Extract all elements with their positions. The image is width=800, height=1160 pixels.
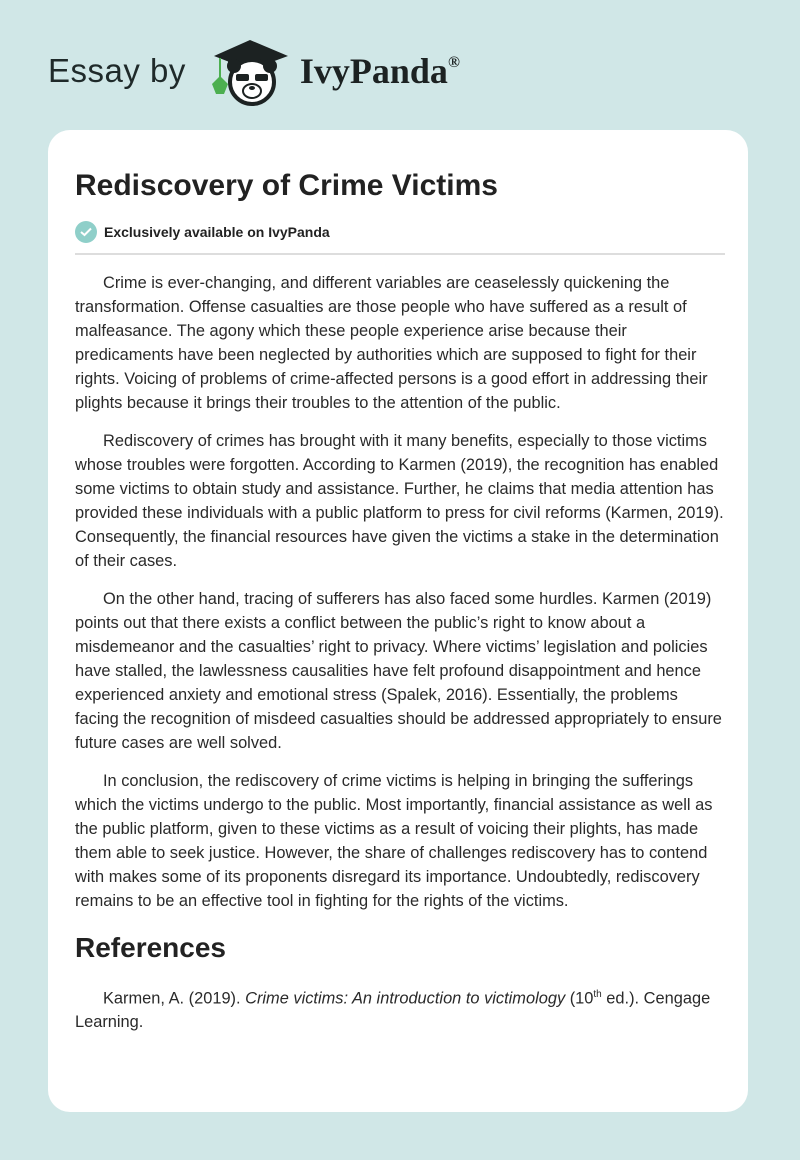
panda-logo-icon — [208, 36, 292, 106]
paragraph: On the other hand, tracing of sufferers has also faced some hurdles. Karmen (2019) points out that there exists a conflict between the public’s right to know about a misdemeanor and the casualties’ right to privacy. Where victims’ legislation and policies have stalled, the lawlessness causalities have felt profound disappointment and hence experienced anxiety and emotional stress (Spalek, 2016). Essentially, the problems facing the recognition of misdeed casualties should be addressed appropriately to ensure future cases are well solved. — [75, 590, 722, 752]
site-header — [48, 36, 460, 106]
paragraph: In conclusion, the rediscovery of crime victims is helping in bringing the sufferings which the victims undergo to the public. Most importantly, financial assistance as well as the public platform, given to these victims as a result of voicing their plights, has made them able to seek justice. However, the share of challenges rediscovery has to contend with makes some of its proponents disregard its importance. Undoubtedly, rediscovery remains to be an effective tool in fighting for the rights of the victims. — [75, 772, 713, 910]
ivypanda-logo[interactable] — [208, 36, 460, 106]
essay-card — [48, 130, 748, 1112]
exclusive-badge — [75, 221, 725, 243]
page-title: Rediscovery of Crime Victims — [75, 169, 498, 202]
essay-by-label: Essay by — [48, 52, 186, 89]
reference-item: Karmen, A. (2019). Crime victims: An introduction to victimology (10th ed.). Cengage Learning. — [75, 989, 711, 1032]
brand-name: IvyPanda® — [299, 51, 460, 91]
divider — [75, 253, 725, 255]
paragraph: Crime is ever-changing, and different variables are ceaselessly quickening the transformation. Offense casualties are those people who have suffered as a result of malfeasance. The agony which these people experience arise because their predicaments have been neglected by authorities which are supposed to fight for their rights. Voicing of problems of crime-affected persons is a good effort in addressing their plights because it brings their troubles to the attention of the public. — [75, 274, 708, 412]
references-heading: References — [75, 932, 226, 963]
essay-body — [75, 271, 725, 913]
badge-label: Exclusively available on IvyPanda — [104, 224, 330, 240]
paragraph: Rediscovery of crimes has brought with it many benefits, especially to those victims whose troubles were forgotten. According to Karmen (2019), the recognition has enabled some victims to obtain study and assistance. Further, he claims that media attention has provided these individuals with a public platform to press for civil reforms (Karmen, 2019). Consequently, the financial resources have given the victims a stake in the determination of their cases. — [75, 432, 724, 570]
check-icon — [75, 221, 97, 243]
